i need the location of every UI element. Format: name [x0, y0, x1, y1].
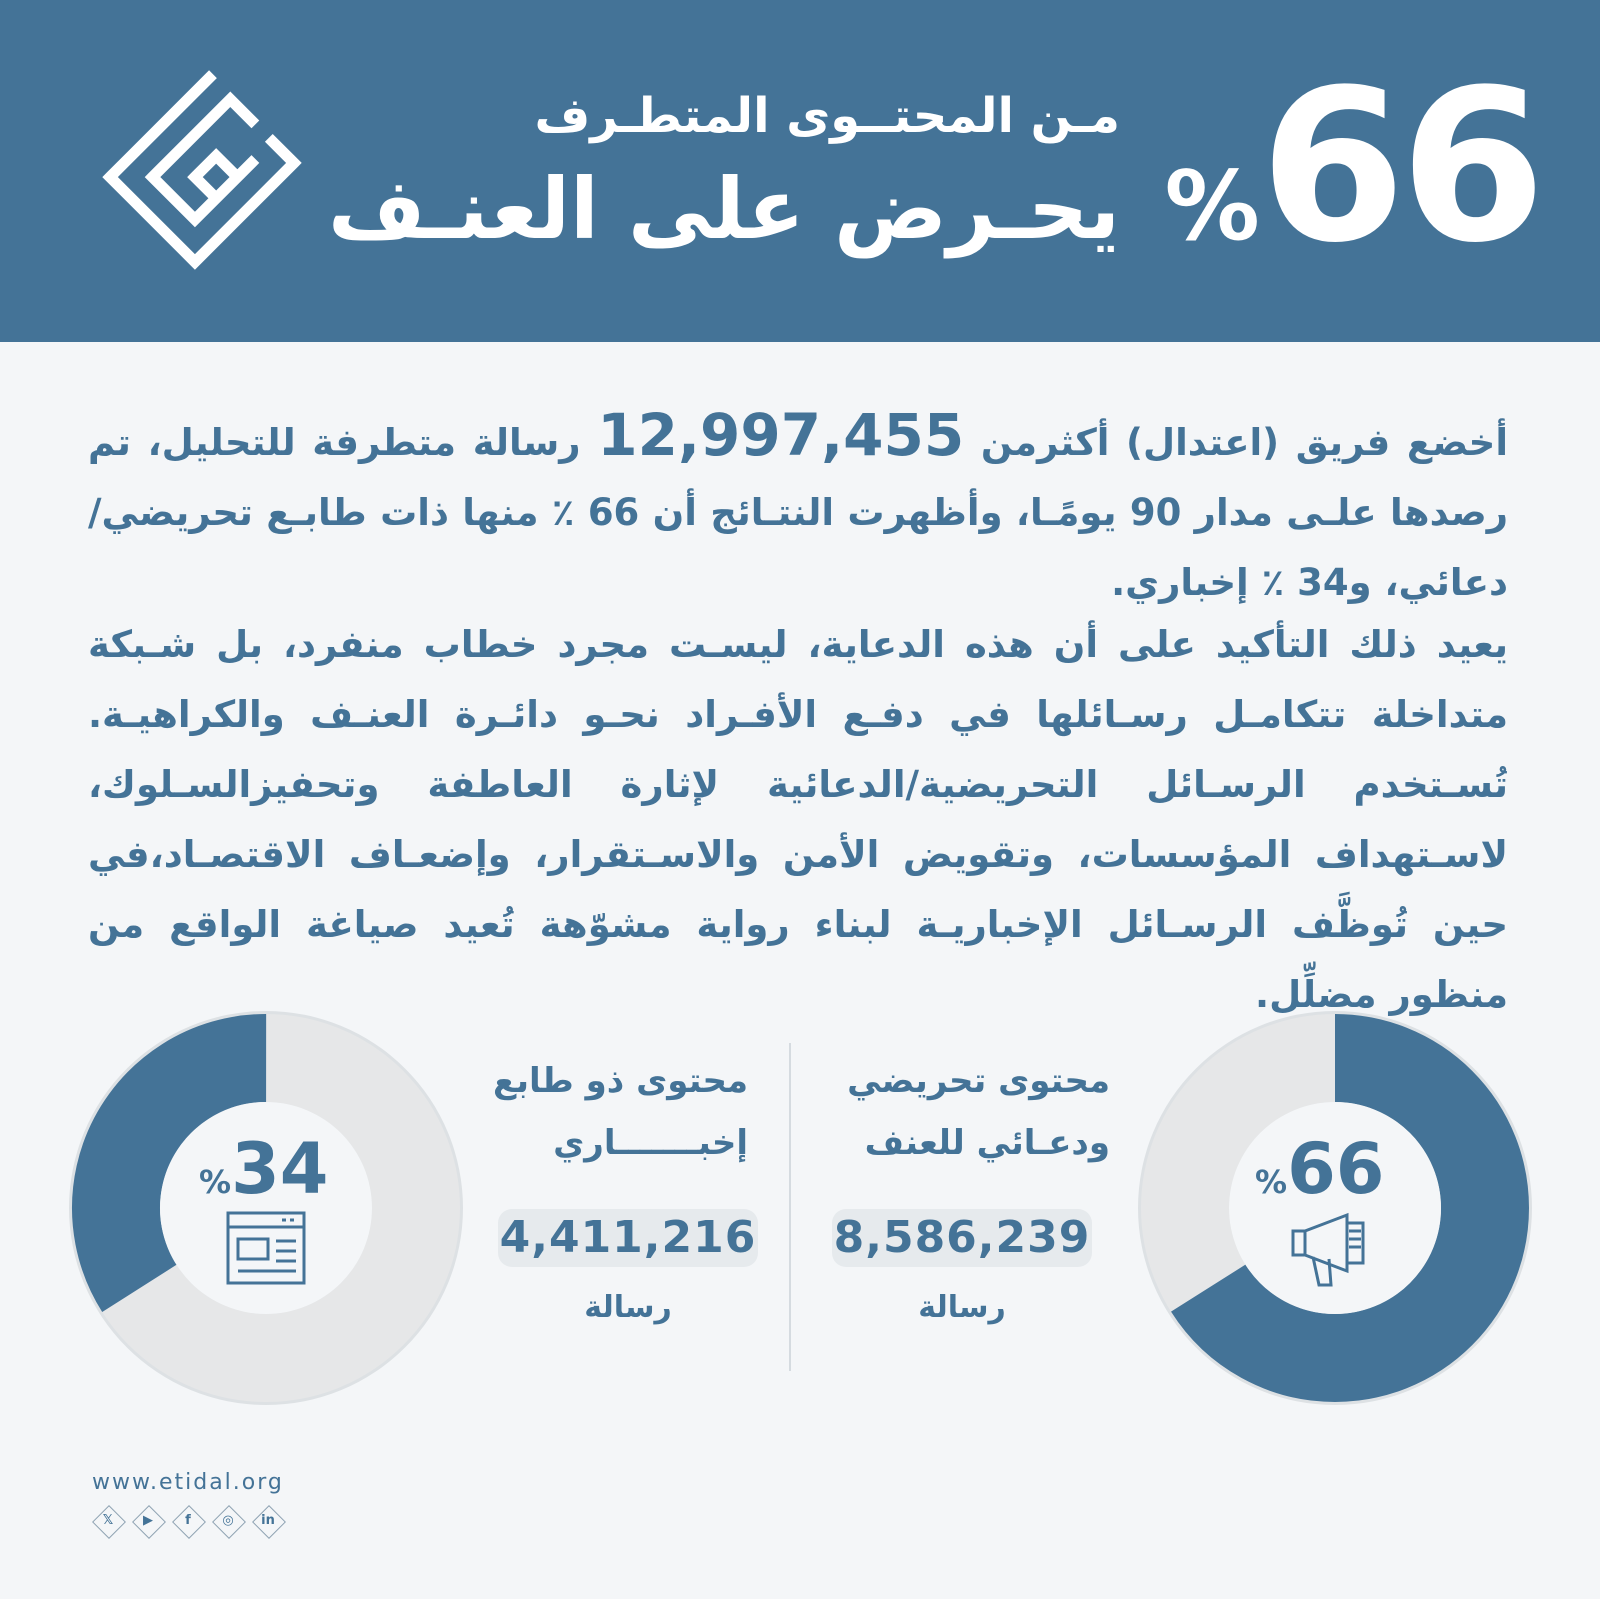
instagram-icon[interactable]	[212, 1505, 244, 1537]
percent-value: 66	[1259, 44, 1540, 289]
intro-text-before: أخضع فريق (اعتدال) أكثرمن	[964, 421, 1508, 464]
news-count: 4,411,216	[498, 1209, 758, 1267]
incitement-donut-chart	[1135, 1008, 1535, 1408]
header-subtitle: مـن المحتــوى المتطـرف	[534, 88, 1120, 144]
header-big-percent	[1164, 44, 1540, 289]
incitement-label	[810, 1050, 1110, 1174]
percent-sign: %	[1164, 152, 1260, 262]
percent-value: 66	[1287, 1128, 1385, 1210]
header-title: يحـرض على العنـف	[328, 160, 1120, 258]
intro-text-after: رسالة متطرفة للتحليل، تم رصدها علـى مدار 90 يومًـا، وأظهرت النتـائج أن 66 ٪ منها ذات طابـع تحريضي/دعائي، و34 ٪ إخباري.	[88, 421, 1508, 604]
news-label-line2: إخبـــــــاري	[553, 1123, 748, 1163]
social-glyph: in	[261, 1513, 275, 1528]
social-glyph: 𝕏	[102, 1513, 114, 1528]
incitement-label-line2: ودعـائي للعنف	[864, 1123, 1110, 1163]
website-link[interactable]: www.etidal.org	[92, 1470, 284, 1495]
header-banner	[0, 0, 1600, 342]
facebook-icon[interactable]	[172, 1505, 204, 1537]
x-icon[interactable]	[92, 1505, 124, 1537]
news-unit: رسالة	[584, 1290, 672, 1325]
percent-value: 34	[231, 1128, 329, 1210]
etidal-logo-icon	[92, 60, 312, 280]
incitement-count: 8,586,239	[832, 1209, 1092, 1267]
social-glyph: ▶	[143, 1513, 153, 1528]
incitement-label-line1: محتوى تحريضي	[847, 1061, 1110, 1101]
percent-sign: %	[1255, 1163, 1288, 1201]
news-label	[448, 1050, 748, 1174]
news-donut-chart	[66, 1008, 466, 1408]
youtube-icon[interactable]	[132, 1505, 164, 1537]
percent-sign: %	[199, 1163, 232, 1201]
incitement-unit: رسالة	[918, 1290, 1006, 1325]
intro-paragraph	[88, 400, 1508, 618]
social-glyph: ◎	[222, 1513, 234, 1528]
incitement-percent	[1255, 1128, 1385, 1210]
stats-divider	[789, 1043, 791, 1371]
news-percent	[199, 1128, 329, 1210]
analysis-paragraph: يعيد ذلك التأكيد على أن هذه الدعاية، ليسـت مجرد خطاب منفرد، بل شـبكة متداخلة تتكامـل رسـائلها في دفـع الأفـراد نحـو دائـرة العنـف والكراهيـة. تُسـتخدم الرسـائل التحريضية/الدعائية لإثارة العاطفة وتحفيزالسـلوك، لاسـتهداف المؤسسات، وتقويض الأمن والاسـتقرار، وإضعـاف الاقتصـاد،في حين تُوظَّف الرسـائل الإخباريـة لبناء رواية مشوّهة تُعيد صياغة الواقع من منظور مضلِّل.	[88, 623, 1508, 1016]
total-messages-number: 12,997,455	[597, 401, 965, 469]
social-glyph: f	[185, 1513, 191, 1528]
linkedin-icon[interactable]	[252, 1505, 284, 1537]
news-label-line1: محتوى ذو طابع	[493, 1061, 748, 1101]
